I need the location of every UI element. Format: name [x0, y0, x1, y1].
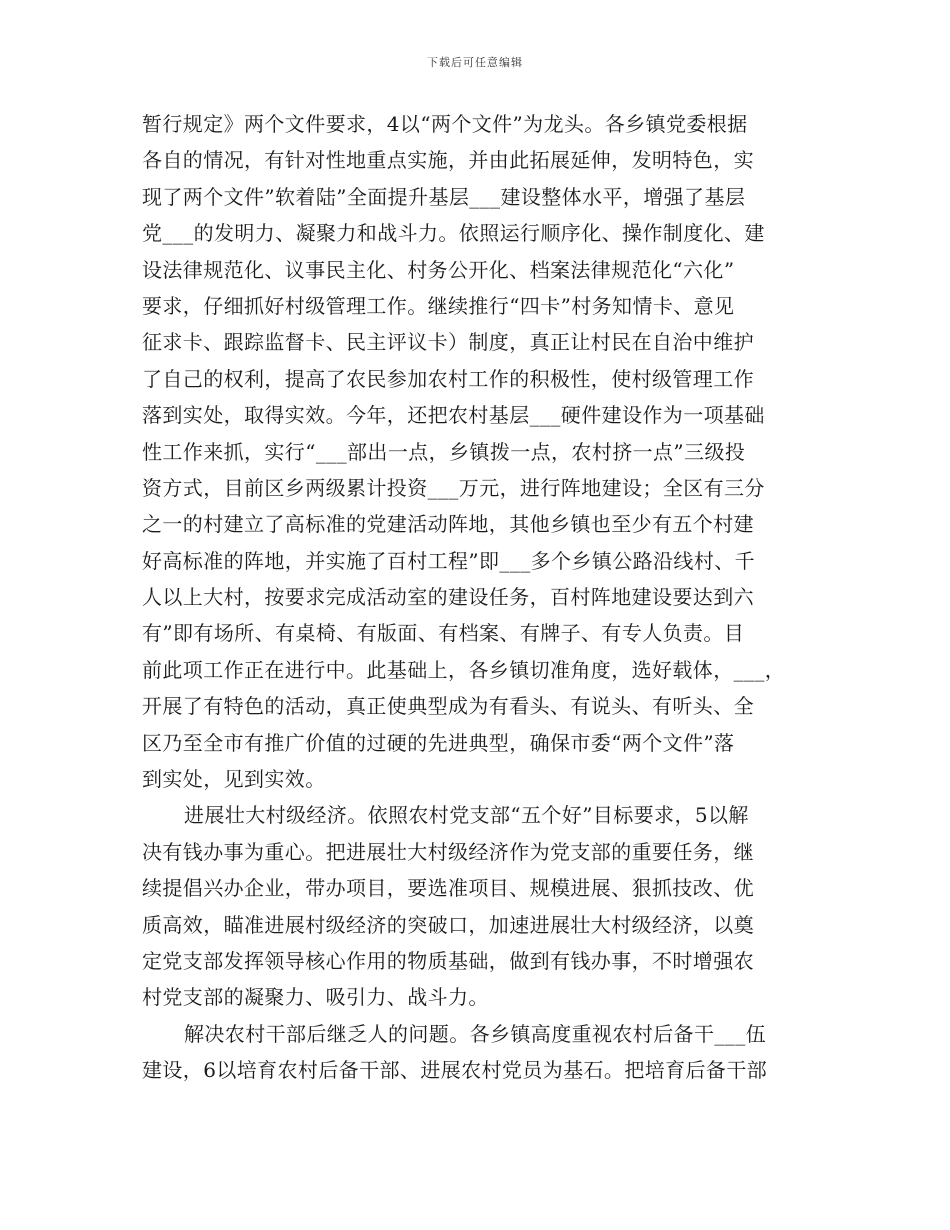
- text-line: 开展了有特色的活动，真正使典型成为有看头、有说头、有听头、全: [142, 694, 754, 719]
- text-line: 落到实处，取得实效。今年，还把农村基层___硬件建设作为一项基础: [142, 403, 765, 428]
- text-line: 续提倡兴办企业，带办项目，要选准项目、规模进展、狠抓技改、优: [142, 876, 754, 901]
- text-line: 质高效，瞄准进展村级经济的突破口，加速进展壮大村级经济，以奠: [142, 912, 754, 937]
- paragraph-first-line: 解决农村干部后继乏人的问题。各乡镇高度重视农村后备干___伍: [184, 1021, 766, 1046]
- text-line: 性工作来抓，实行“___部出一点，乡镇拨一点，农村挤一点”三级投: [142, 439, 746, 464]
- text-line: 现了两个文件”软着陆”全面提升基层___建设整体水平，增强了基层: [142, 184, 746, 209]
- document-body: [142, 106, 812, 1089]
- text-line: 村党支部的凝聚力、吸引力、战斗力。: [142, 985, 489, 1010]
- text-line: 资方式，目前区乡两级累计投资___万元，进行阵地建设；全区有三分: [142, 475, 765, 500]
- text-line: 之一的村建立了高标准的党建活动阵地，其他乡镇也至少有五个村建: [142, 512, 754, 537]
- text-line: 设法律规范化、议事民主化、村务公开化、档案法律规范化“六化”: [142, 257, 735, 282]
- text-line: 要求，仔细抓好村级管理工作。继续推行“四卡”村务知情卡、意见: [142, 293, 735, 318]
- text-line: 定党支部发挥领导核心作用的物质基础，做到有钱办事，不时增强农: [142, 948, 754, 973]
- text-line: 有”即有场所、有桌椅、有版面、有档案、有牌子、有专人负责。目: [142, 621, 745, 646]
- paragraph-first-line: 进展壮大村级经济。依照农村党支部“五个好”目标要求，5以解: [184, 803, 749, 828]
- text-line: 建设，6以培育农村后备干部、进展农村党员为基石。把培育后备干部: [142, 1058, 768, 1083]
- text-line: 了自己的权利，提高了农民参加农村工作的积极性，使村级管理工作: [142, 366, 754, 391]
- text-line: 征求卡、跟踪监督卡、民主评议卡）制度，真正让村民在自治中维护: [142, 330, 754, 355]
- text-line: 各自的情况，有针对性地重点实施，并由此拓展延伸，发明特色，实: [142, 148, 754, 173]
- text-line: 人以上大村，按要求完成活动室的建设任务，百村阵地建设要达到六: [142, 585, 754, 610]
- text-line: 党___的发明力、凝聚力和战斗力。依照运行顺序化、操作制度化、建: [142, 221, 765, 246]
- page-header: 下载后可任意编辑: [427, 56, 523, 69]
- text-line: 决有钱办事为重心。把进展壮大村级经济作为党支部的重要任务，继: [142, 839, 754, 864]
- text-line: 前此项工作正在进行中。此基础上，各乡镇切准角度，选好载体，___，: [142, 657, 786, 682]
- text-line: 到实处，见到实效。: [142, 767, 326, 792]
- text-line: 区乃至全市有推广价值的过硬的先进典型，确保市委“两个文件”落: [142, 730, 735, 755]
- text-line: 好高标准的阵地，并实施了百村工程”即___多个乡镇公路沿线村、千: [142, 548, 756, 573]
- text-line: 暂行规定》两个文件要求，4以“两个文件”为龙头。各乡镇党委根据: [142, 112, 748, 136]
